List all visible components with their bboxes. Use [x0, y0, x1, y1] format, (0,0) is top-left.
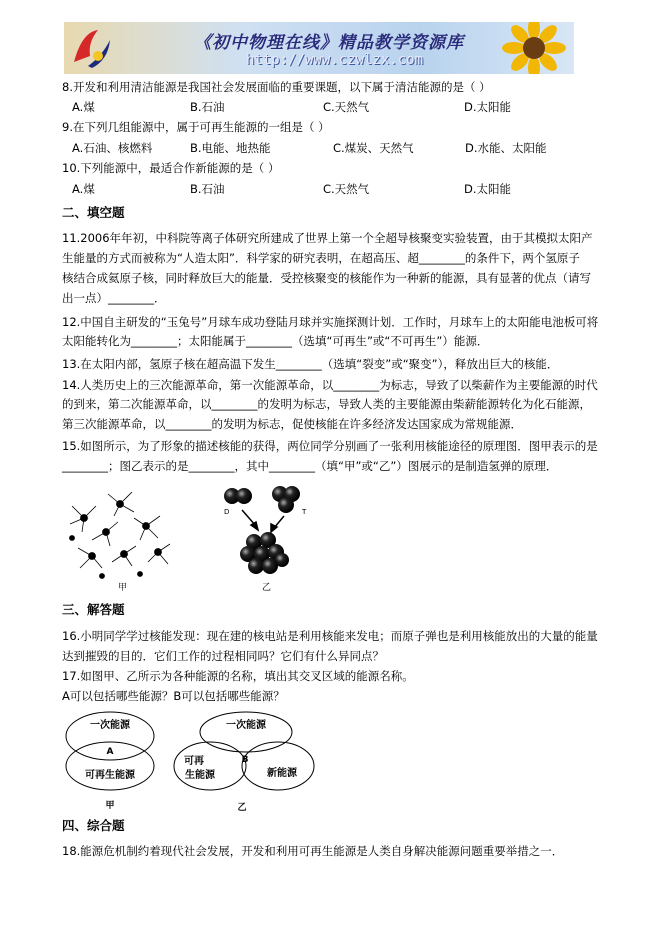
- question-18: 18.能源危机制约着现代社会发展，开发和利用可再生能源是人类自身解决能源问题重要举措之一．: [62, 844, 564, 858]
- question-9: 9.在下列几组能源中，属于可再生能源的一组是（ ）: [62, 120, 330, 134]
- fission-node: [78, 548, 102, 568]
- question-12-line-2: 太阳能转化为________；太阳能属于________（选填“可再生”或“不可再生”）能源．: [62, 334, 489, 348]
- fusion-arrows: [242, 510, 284, 532]
- q8-option-d[interactable]: D.太阳能: [464, 100, 512, 114]
- site-logo-icon: [68, 26, 114, 70]
- question-11-line-3: 核结合成氦原子核，同时释放巨大的能量．受控核聚变的核能作为一种新的能源，具有显著的优点（请写: [62, 271, 591, 285]
- fused-nucleus: [240, 532, 289, 574]
- question-10: 10.下列能源中，最适合作新能源的是（ ）: [62, 161, 280, 175]
- question-11-line-4: 出一点）________．: [62, 291, 166, 305]
- question-17-line-2: A可以包括哪些能源？B可以包括哪些能源？: [62, 689, 285, 703]
- fission-node: [70, 536, 143, 579]
- venn-label-renewable-2: 生能源: [185, 770, 215, 781]
- question-14-line-3: 第三次能源革命，以________的发明为标志，促使核能在许多经济发达国家成为常规能源．: [62, 417, 522, 431]
- q10-option-c[interactable]: C.天然气: [323, 182, 370, 196]
- question-15-line-2: ________；图乙表示的是________，其中________（填“甲”或“乙”）图展示的是制造氢弹的原理．: [62, 459, 558, 473]
- question-14-line-1: 14.人类历史上的三次能源革命，第一次能源革命，以________为标志，导致了以柴薪作为主要能源的时代: [62, 378, 598, 392]
- fission-node: [108, 492, 134, 516]
- question-11-line-2: 生能量的方式而被称为“人造太阳”．科学家的研究表明，在超高压、超________的条件下，两个氢原子: [62, 251, 580, 265]
- fission-node: [134, 516, 160, 540]
- venn-label-primary: 一次能源: [90, 720, 130, 731]
- question-13: 13.在太阳内部，氢原子核在超高温下发生________（选填“裂变”或“聚变”），释放出巨大的核能．: [62, 357, 559, 371]
- venn-label-renewable-1: 可再: [184, 756, 204, 767]
- venn-label-new-energy: 新能源: [267, 768, 297, 779]
- fission-node: [70, 506, 96, 532]
- q9-option-a[interactable]: A.石油、核燃料: [72, 141, 153, 155]
- venn-label-primary: 一次能源: [226, 720, 266, 731]
- venn-mark-b: B: [241, 755, 249, 765]
- figure-label-jia: 甲: [118, 583, 128, 592]
- header-banner: [64, 22, 574, 74]
- section-heading-fill-in: 二、填空题: [62, 205, 125, 220]
- q10-option-a[interactable]: A.煤: [72, 182, 95, 196]
- tritium-nucleus: [272, 486, 300, 513]
- q8-option-c[interactable]: C.天然气: [323, 100, 370, 114]
- question-16-line-2: 达到摧毁的目的．它们工作的过程相同吗？它们有什么异同点？: [62, 649, 384, 663]
- figure-fission-jia: [62, 482, 182, 592]
- q8-option-a[interactable]: A.煤: [72, 100, 95, 114]
- question-8: 8.开发和利用清洁能源是我国社会发展面临的重要课题，以下属于清洁能源的是（ ）: [62, 80, 491, 94]
- q9-option-b[interactable]: B.电能、地热能: [190, 141, 271, 155]
- fission-node: [92, 522, 118, 546]
- label-d: D: [224, 508, 230, 516]
- figure-label-yi: 乙: [262, 583, 272, 593]
- section-heading-answer: 三、解答题: [62, 602, 125, 617]
- fission-node: [112, 546, 136, 566]
- question-16-line-1: 16.小明同学学过核能发现：现在建的核电站是利用核能来发电；而原子弹也是利用核能放出的大量的能量: [62, 629, 598, 643]
- sunflower-icon: [502, 22, 566, 74]
- q10-option-b[interactable]: B.石油: [190, 182, 225, 196]
- venn-circle-primary: [200, 712, 292, 752]
- venn-label-renewable: 可再生能源: [85, 770, 135, 781]
- figure-fusion-yi: [218, 484, 318, 594]
- banner-url[interactable]: http://www.czwlzx.com: [246, 52, 424, 68]
- deuterium-nucleus: [224, 488, 252, 504]
- section-heading-comprehensive: 四、综合题: [62, 818, 125, 833]
- q9-option-d[interactable]: D.水能、太阳能: [465, 141, 547, 155]
- venn-circle-new-energy: [242, 742, 314, 790]
- question-15-line-1: 15.如图所示，为了形象的描述核能的获得，两位同学分别画了一张利用核能途径的原理图．图甲表示的是: [62, 439, 598, 453]
- question-17-line-1: 17.如图甲、乙所示为各种能源的名称，填出其交叉区域的能源名称。: [62, 669, 414, 683]
- q8-option-b[interactable]: B.石油: [190, 100, 225, 114]
- question-12-line-1: 12.中国自主研发的“玉兔号”月球车成功登陆月球并实施探测计划．工作时，月球车上的太阳能电池板可将: [62, 315, 599, 329]
- venn-diagram-jia: [62, 708, 172, 812]
- q10-option-d[interactable]: D.太阳能: [464, 182, 512, 196]
- banner-title: 《初中物理在线》精品教学资源库: [194, 33, 464, 53]
- venn-diagram-yi: [170, 708, 320, 814]
- venn-mark-a: A: [106, 747, 114, 757]
- label-t: T: [302, 508, 307, 516]
- q9-option-c[interactable]: C.煤炭、天然气: [333, 141, 414, 155]
- question-14-line-2: 的到来，第二次能源革命，以________的发明为标志，导致人类的主要能源由柴薪能源转化为化石能源，: [62, 397, 591, 411]
- fission-node: [148, 544, 170, 564]
- venn-caption-yi: 乙: [237, 803, 247, 813]
- venn-caption-jia: 甲: [105, 801, 115, 811]
- question-11-line-1: 11.2006年年初，中科院等离子体研究所建成了世界上第一个全超导核聚变实验装置，由于其模拟太阳产: [62, 231, 593, 245]
